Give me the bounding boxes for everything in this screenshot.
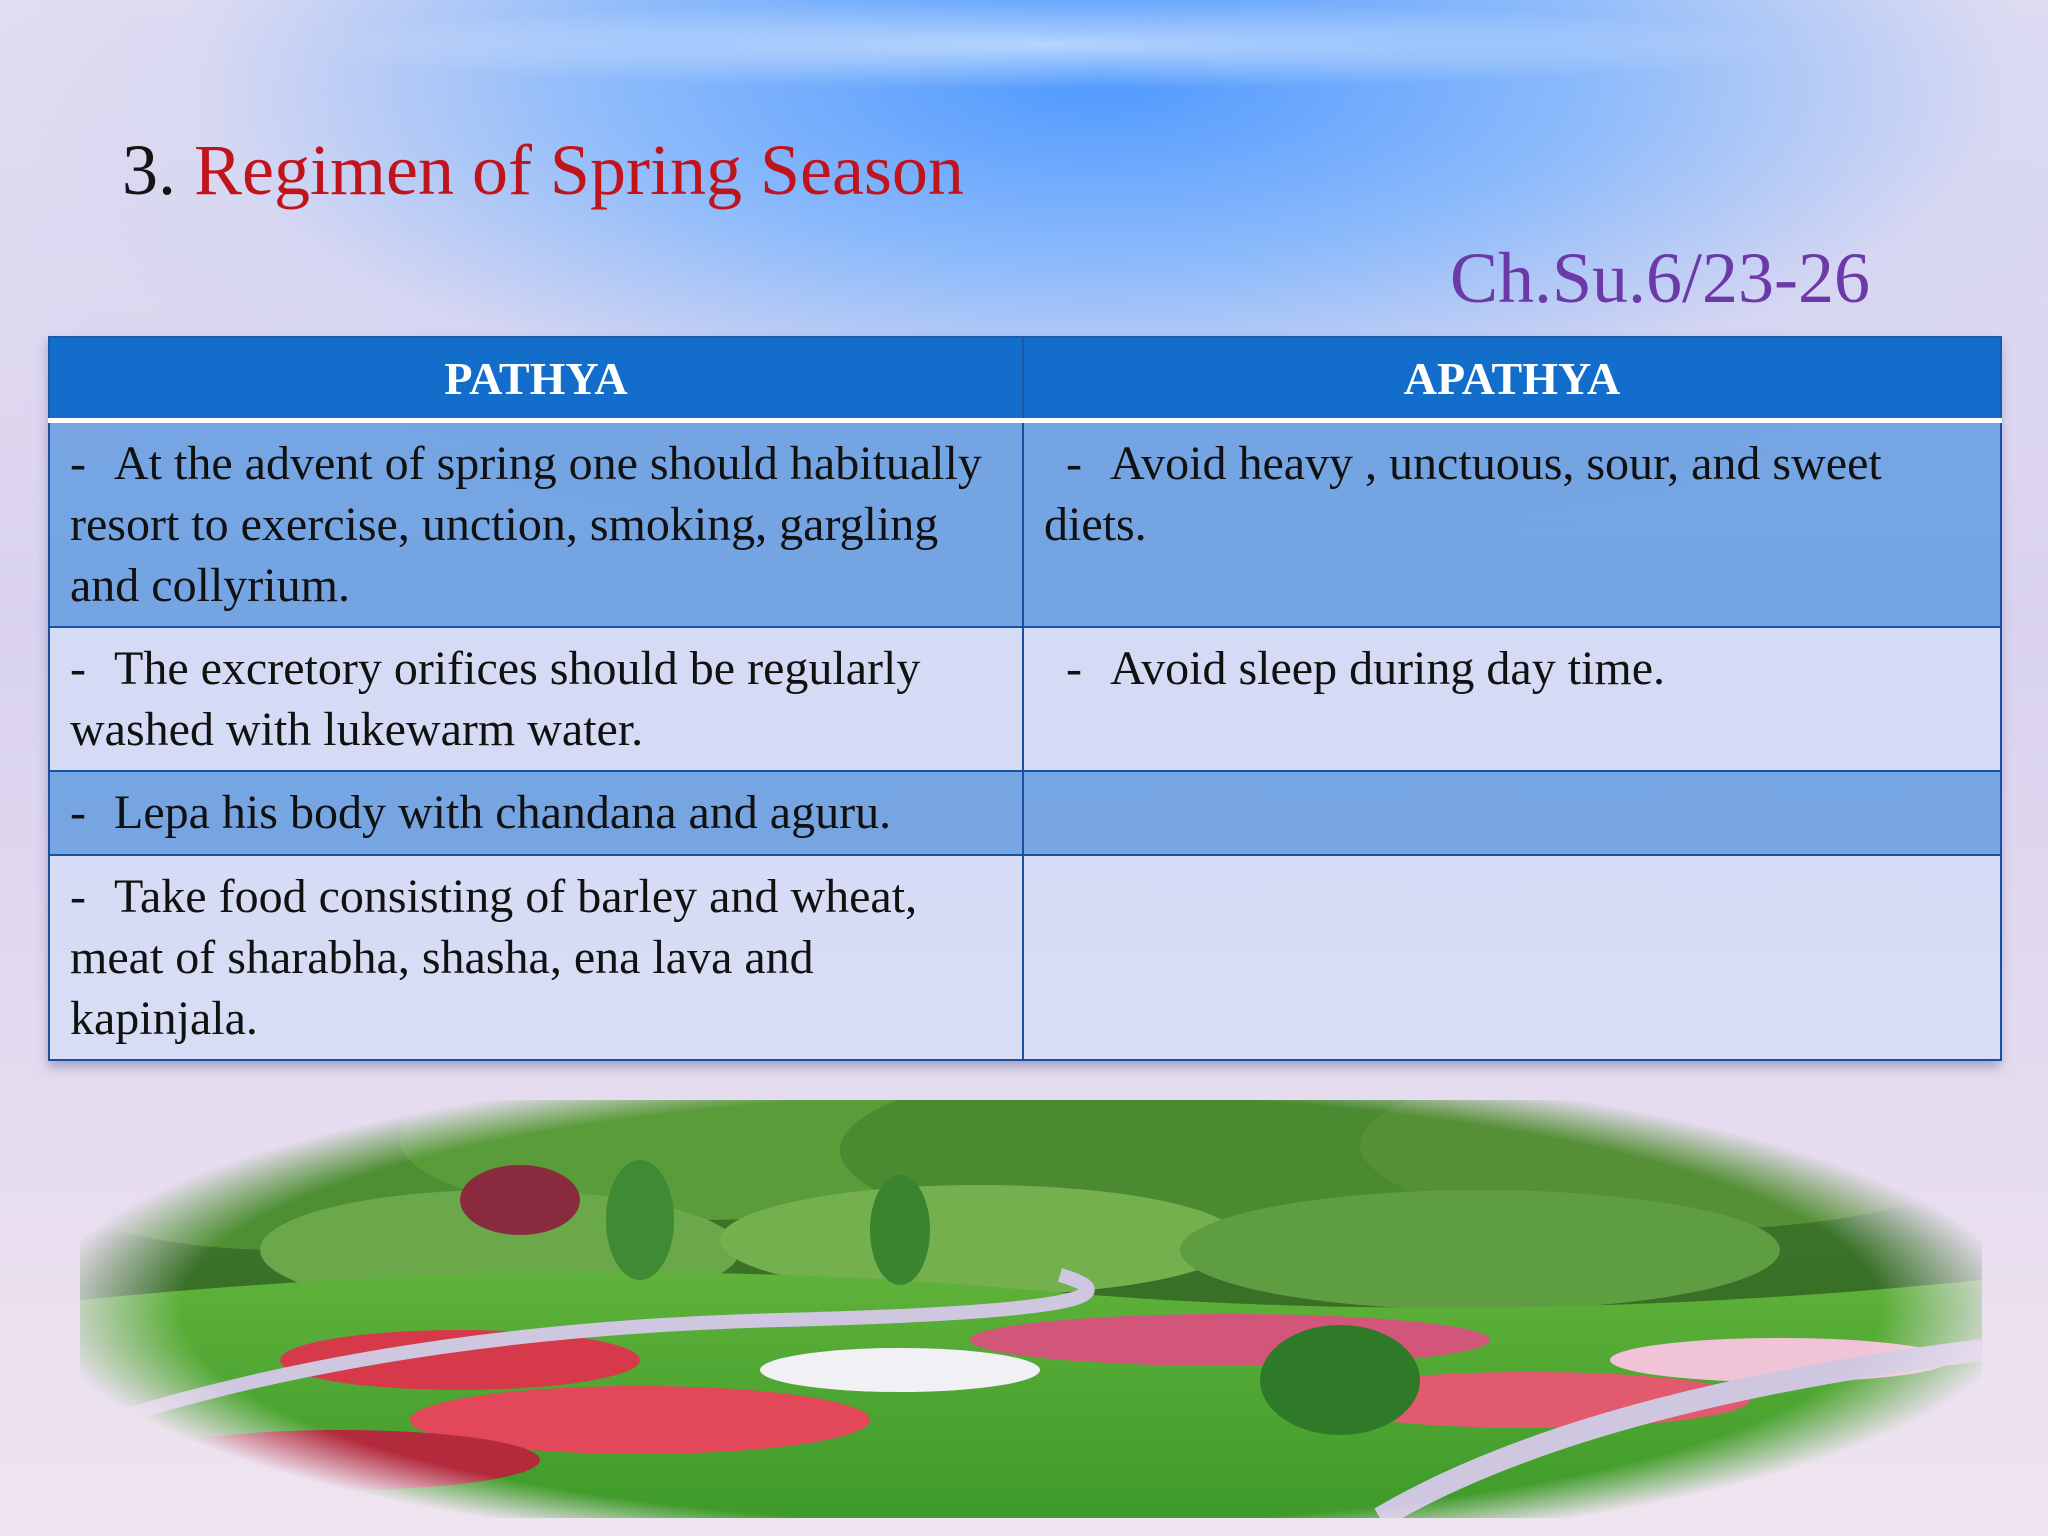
flower-bed bbox=[760, 1348, 1040, 1392]
slide-title bbox=[122, 128, 964, 212]
header-apathya: APATHYA bbox=[1023, 337, 2001, 421]
garden-illustration bbox=[80, 1100, 1982, 1518]
top-glow bbox=[300, 0, 1800, 90]
red-tree bbox=[460, 1165, 580, 1235]
pathya-cell bbox=[49, 771, 1023, 855]
pathya-text: Lepa his body with chandana and aguru. bbox=[114, 786, 892, 839]
bullet-dash: - bbox=[70, 786, 86, 839]
bullet-dash: - bbox=[70, 870, 86, 923]
pathya-cell bbox=[49, 421, 1023, 628]
regimen-table bbox=[48, 336, 2000, 1061]
table-row bbox=[49, 771, 2001, 855]
cone-tree bbox=[870, 1175, 930, 1285]
pathya-text: The excretory orifices should be regularly washed with lukewarm water. bbox=[70, 642, 921, 756]
apathya-cell bbox=[1023, 855, 2001, 1060]
table-row bbox=[49, 421, 2001, 628]
apathya-cell bbox=[1023, 421, 2001, 628]
pathya-cell bbox=[49, 627, 1023, 771]
bullet-dash: - bbox=[70, 437, 86, 490]
apathya-cell bbox=[1023, 627, 2001, 771]
flower-bed bbox=[140, 1430, 540, 1490]
bullet-dash: - bbox=[1066, 642, 1082, 695]
pathya-text: Take food consisting of barley and wheat, meat of sharabha, shasha, ena lava and kapinjala. bbox=[70, 870, 918, 1045]
cone-tree bbox=[606, 1160, 674, 1280]
apathya-text: Avoid sleep during day time. bbox=[1110, 642, 1665, 695]
bullet-dash: - bbox=[1066, 437, 1082, 490]
pathya-text: At the advent of spring one should habitually resort to exercise, unction, smoking, gargling and collyrium. bbox=[70, 437, 982, 612]
shrub bbox=[1260, 1325, 1420, 1435]
text-reference: Ch.Su.6/23-26 bbox=[1449, 238, 1870, 318]
hedge bbox=[1180, 1190, 1780, 1310]
garden-photo bbox=[80, 1100, 1982, 1518]
bullet-dash: - bbox=[70, 642, 86, 695]
header-pathya: PATHYA bbox=[49, 337, 1023, 421]
apathya-cell bbox=[1023, 771, 2001, 855]
apathya-text: Avoid heavy , unctuous, sour, and sweet diets. bbox=[1044, 437, 1882, 551]
table-header-row bbox=[49, 337, 2001, 421]
table-row bbox=[49, 855, 2001, 1060]
table-row bbox=[49, 627, 2001, 771]
title-number: 3. bbox=[122, 130, 176, 210]
pathya-cell bbox=[49, 855, 1023, 1060]
title-text: Regimen of Spring Season bbox=[194, 130, 964, 210]
